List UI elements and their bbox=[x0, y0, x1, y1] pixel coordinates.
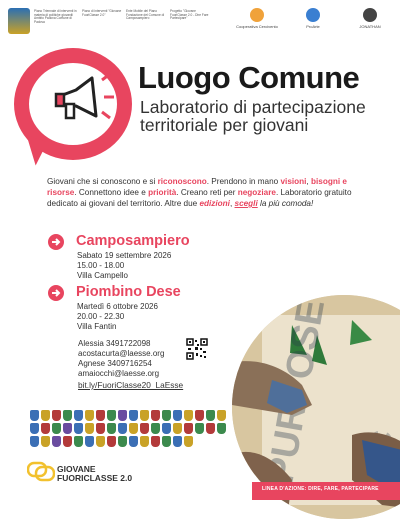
region-crest-icon bbox=[8, 8, 30, 34]
event-venue: Villa Campello bbox=[77, 271, 128, 280]
brand-name bbox=[57, 465, 132, 483]
partner-text-4: Progetto "Giovane FuoriClasse 2.0 - Dire Fare Partecipare" bbox=[170, 9, 209, 21]
page-title: Luogo Comune bbox=[138, 60, 360, 95]
contact-email-alessia[interactable]: acostacurta@laesse.org bbox=[78, 349, 165, 358]
intro-text: la più comoda! bbox=[257, 199, 314, 208]
intro-highlight: edizioni bbox=[199, 199, 230, 208]
intro-text: , bbox=[306, 177, 311, 186]
intro-text: . Connettono idee e bbox=[74, 188, 149, 197]
brand-line-2: FUORICLASSE 2.0 bbox=[57, 473, 133, 483]
event-venue: Villa Fantin bbox=[77, 322, 117, 331]
megaphone-icon bbox=[52, 70, 122, 130]
intro-text: Giovani che si conoscono e si bbox=[47, 177, 158, 186]
footer-tagline: LINEA D'AZIONE: DIRE, FARE, PARTECIPARE bbox=[262, 486, 379, 492]
intro-highlight: negoziare bbox=[237, 188, 276, 197]
intro-text: . Laboratorio gratuito dedicato ai giovani del territorio. Altre due bbox=[47, 188, 352, 208]
page-subtitle: Laboratorio di partecipazione territoriale per giovani bbox=[140, 97, 366, 135]
intro-highlight: visioni bbox=[280, 177, 307, 186]
partner-logo-cooperativa: Cooperativa Cercivento bbox=[232, 8, 282, 29]
intro-text: . Creano reti per bbox=[176, 188, 238, 197]
event-date: Sabato 19 settembre 2026 bbox=[77, 251, 172, 260]
event-city-camposampiero: Camposampiero bbox=[76, 233, 190, 249]
intro-highlight: riconoscono bbox=[157, 177, 207, 186]
intro-highlight: bisogni e risorse bbox=[47, 177, 347, 197]
partner-logo-proarte: ProArte bbox=[296, 8, 330, 29]
partner-text-3: Ente Mobile del Piano Fondazione del Comune di Camposampiero bbox=[126, 9, 165, 21]
giovane-fuoriclasse-logo-icon bbox=[27, 461, 55, 483]
event-time: 20.00 - 22.30 bbox=[77, 312, 125, 321]
arrow-right-icon bbox=[48, 234, 64, 250]
municipality-crests bbox=[30, 410, 230, 447]
brand-line-1: GIOVANE bbox=[57, 464, 96, 474]
partner-text-2: Piano di interventi "Giovane FuoriClasse 2.0" bbox=[82, 9, 122, 17]
intro-text: , bbox=[229, 199, 235, 208]
partner-text-1: Piano Triennale di interventi in materia di politiche giovanili Ambito Padova Comune di Padova bbox=[34, 9, 77, 24]
event-time: 15.00 - 18.00 bbox=[77, 261, 125, 270]
proarte-logo-icon bbox=[306, 8, 320, 22]
speech-bubble-tail bbox=[19, 135, 48, 167]
intro-paragraph bbox=[47, 176, 365, 209]
event-date: Martedì 6 ottobre 2026 bbox=[77, 302, 158, 311]
intro-highlight: priorità bbox=[148, 188, 177, 197]
qr-code-icon[interactable] bbox=[186, 338, 208, 360]
intro-text: . Prendono in mano bbox=[206, 177, 281, 186]
contact-phone-agnese: Agnese 3409716254 bbox=[78, 359, 152, 368]
intro-highlight: scegli bbox=[234, 199, 258, 208]
cooperativa-logo-icon bbox=[250, 8, 264, 22]
contact-email-agnese[interactable]: amaiocchi@laesse.org bbox=[78, 369, 160, 378]
partner-logo-jonathan: JONATHAN bbox=[350, 8, 390, 29]
arrow-right-icon bbox=[48, 285, 64, 301]
contact-phone-alessia: Alessia 3491722098 bbox=[78, 339, 151, 348]
event-city-piombino-dese: Piombino Dese bbox=[76, 284, 181, 300]
jonathan-logo-icon bbox=[363, 8, 377, 22]
registration-link[interactable]: bit.ly/FuoriClasse20_LaEsse bbox=[78, 380, 184, 390]
